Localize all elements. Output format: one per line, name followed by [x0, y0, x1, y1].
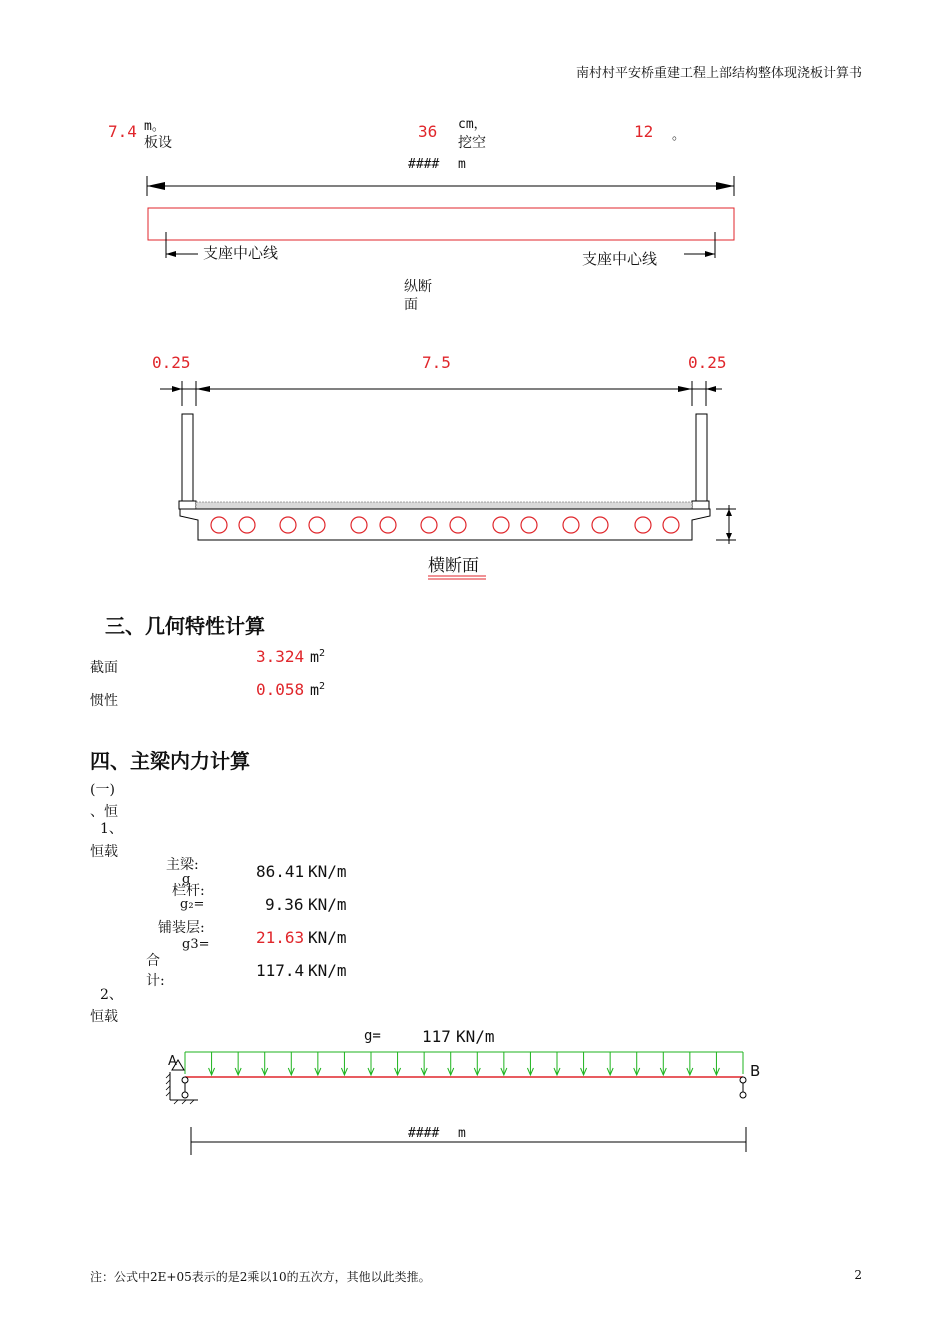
beam-load-label: g= — [364, 1028, 381, 1044]
cross-dim-left: 0.25 — [152, 353, 191, 372]
cross-section-caption: 横断面 — [428, 556, 479, 576]
load-total-unit: KN/m — [308, 961, 347, 980]
item1-line2: 恒载 — [90, 844, 118, 860]
load-main-girder-label: 主梁: — [166, 857, 199, 873]
load-total-value: 117.4 — [256, 961, 305, 980]
area-label: 截面 — [90, 660, 118, 676]
load-pavement-unit: KN/m — [308, 928, 347, 947]
thickness-unit: cm， — [458, 117, 487, 132]
thickness-label-cut: 挖空 — [458, 135, 486, 151]
support-b-label: B — [750, 1062, 761, 1080]
footer-note: 注：公式中2E+05表示的是2乘以10的五次方，其他以此类推。 — [90, 1270, 431, 1284]
thickness-value: 36 — [418, 122, 438, 141]
load-main-girder-unit: KN/m — [308, 862, 347, 881]
section4-heading: 四、主梁内力计算 — [90, 749, 250, 773]
beam-span-unit: m — [458, 1126, 466, 1141]
load-pavement-symbol: g3= — [182, 937, 210, 952]
beam-span-text: #### — [408, 1126, 440, 1141]
section3-heading: 三、几何特性计算 — [105, 614, 265, 638]
long-length-text: #### — [408, 157, 440, 172]
longitudinal-caption-cut: 面 — [404, 297, 418, 313]
load-railing-unit: KN/m — [308, 895, 347, 914]
span-label-cut: 板设 — [144, 135, 172, 151]
page-number: 2 — [854, 1268, 862, 1282]
longitudinal-caption: 纵断 — [404, 279, 432, 295]
item1-line1: 1、 — [100, 821, 123, 837]
subsection1-line1: (一) — [90, 782, 115, 798]
load-pavement-label: 铺装层: — [158, 920, 205, 936]
support-centerline-right: 支座中心线 — [582, 250, 658, 268]
count-unit: 。 — [672, 128, 686, 143]
inertia-value: 0.058 — [256, 680, 305, 699]
area-unit: $m^2$ — [310, 648, 326, 666]
load-main-girder-symbol: g — [182, 872, 191, 887]
area-value: 3.324 — [256, 647, 305, 666]
inertia-label: 惯性 — [90, 693, 118, 709]
long-length-unit: m — [458, 157, 466, 172]
count-value: 12 — [634, 122, 654, 141]
load-total-label: 合 — [146, 953, 160, 969]
item2-line1: 2、 — [100, 987, 123, 1003]
document-header: 南村村平安桥重建工程上部结构整体现浇板计算书 — [575, 66, 862, 81]
cross-dim-right: 0.25 — [688, 353, 727, 372]
load-pavement-value: 21.63 — [256, 928, 305, 947]
load-railing-value: 9.36 — [265, 895, 304, 914]
span-unit: m。 — [144, 119, 165, 134]
load-main-girder-value: 86.41 — [256, 862, 305, 881]
support-centerline-left: 支座中心线 — [203, 244, 279, 262]
load-railing-symbol: g₂= — [180, 897, 205, 912]
span-value: 7.4 — [108, 122, 137, 141]
beam-load-value: 117 — [422, 1027, 451, 1046]
support-a-label: A — [168, 1054, 177, 1069]
inertia-unit: $m^2$ — [310, 681, 326, 699]
cross-dim-mid: 7.5 — [422, 353, 451, 372]
load-railing-label: 栏杆: — [172, 883, 205, 899]
item2-line2: 恒载 — [90, 1009, 118, 1025]
subsection1-line2: 、恒 — [90, 804, 118, 820]
beam-load-unit: KN/m — [456, 1027, 495, 1046]
load-total-label-cut: 计: — [146, 973, 165, 989]
